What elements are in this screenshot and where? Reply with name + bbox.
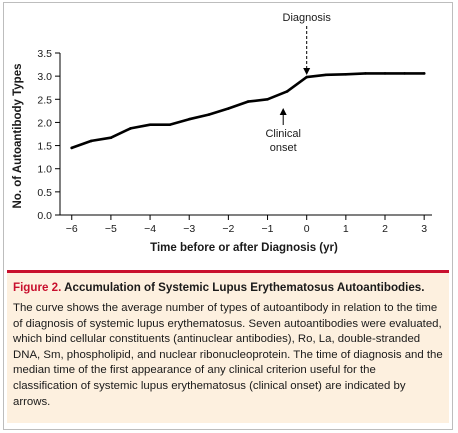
y-tick-label: 2.0	[37, 117, 52, 130]
data-point	[90, 140, 93, 143]
figure-label: Figure 2.	[13, 281, 62, 294]
data-point	[384, 72, 387, 75]
x-tick-label: 1	[342, 223, 349, 235]
data-point	[208, 113, 211, 116]
data-point	[305, 76, 308, 79]
onset-arrowhead	[280, 108, 287, 115]
chart-ticks	[37, 48, 427, 235]
data-point	[70, 147, 73, 150]
figure-caption	[7, 270, 449, 423]
y-tick-label: 1.5	[37, 140, 52, 153]
data-point	[423, 72, 426, 75]
data-point	[227, 107, 230, 110]
data-point	[188, 118, 191, 121]
y-tick-label: 0.5	[37, 186, 52, 199]
onset-label: onset	[269, 142, 297, 154]
x-tick-label: −5	[104, 223, 117, 235]
data-point	[403, 72, 406, 75]
x-tick-label: 3	[421, 223, 428, 235]
x-tick-label: −6	[65, 223, 78, 235]
caption-body: The curve shows the average number of types of autoantibody in relation to the time of diagnosis of systemic lupus erythematosus. Seven autoantibodies were evaluated, which bind cellular constituents (antinuclear antibodies), Ro, La, double-stranded DNA, Sm, phospholipid, and nuclear ribonucleoprotein. The time of diagnosis and the median time of the first appearance of any clinical criterion useful for the classification of systemic lupus erythematosus (clinical onset) are indicated by arrows.	[13, 302, 443, 408]
y-tick-label: 1.0	[37, 163, 52, 176]
y-axis-label: No. of Autoantibody Types	[12, 63, 24, 209]
caption-title-line	[13, 280, 443, 296]
data-point	[129, 127, 132, 130]
data-point	[286, 90, 289, 93]
x-tick-label: 0	[303, 223, 310, 235]
y-tick-label: 0.0	[37, 210, 52, 222]
diagnosis-label: Diagnosis	[282, 12, 331, 24]
data-point	[364, 72, 367, 75]
y-tick-label: 3.5	[37, 48, 52, 60]
data-point	[149, 123, 152, 126]
data-point	[325, 73, 328, 76]
caption-title: Accumulation of Systemic Lupus Erythematosus Autoantibodies.	[64, 281, 425, 294]
x-tick-label: −2	[222, 223, 235, 235]
data-point	[345, 73, 348, 76]
diagnosis-arrowhead	[303, 68, 310, 75]
y-tick-label: 2.5	[37, 94, 52, 107]
data-point	[266, 98, 269, 101]
series-line	[72, 73, 425, 147]
x-axis-label: Time before or after Diagnosis (yr)	[150, 242, 338, 254]
chart-series	[70, 72, 425, 149]
data-point	[168, 123, 171, 126]
onset-label: Clinical	[265, 128, 301, 140]
x-tick-label: −1	[261, 223, 274, 235]
y-tick-label: 3.0	[37, 71, 52, 84]
x-tick-label: 2	[382, 223, 388, 235]
data-point	[247, 100, 250, 103]
data-point	[110, 136, 113, 139]
x-tick-label: −4	[144, 223, 157, 235]
x-tick-label: −3	[183, 223, 196, 235]
